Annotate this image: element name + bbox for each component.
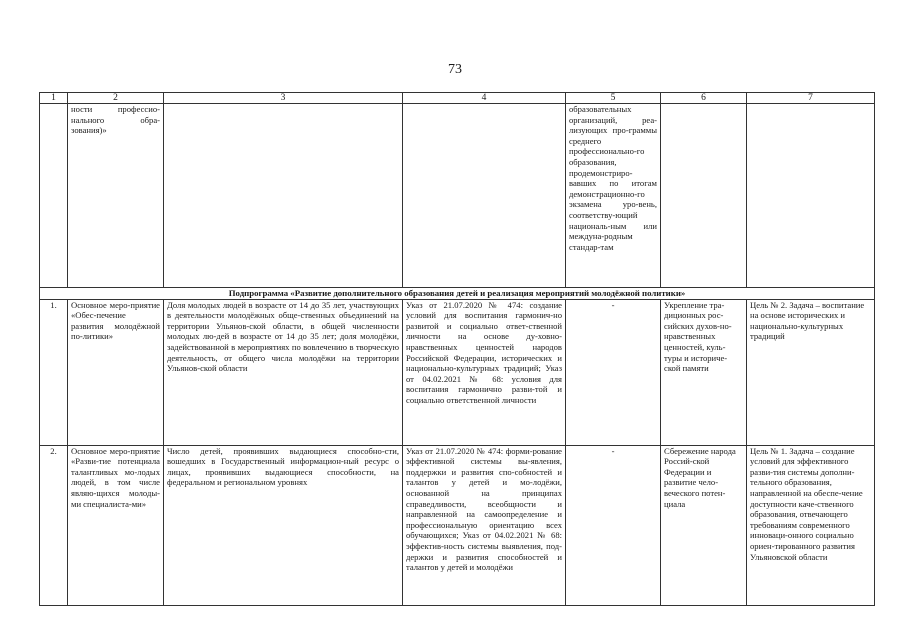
row-indicator: Доля молодых людей в возрасте от 14 до 35 лет, участвующих в деятельности молодёжных обще-ственных объединений на территории Ульянов-ской области, в общей численности молодых лю-дей в возрасте от 14 до 35 лет; доля молодёжи, задействованной в мероприятиях по вовлечению в творческую деятельность, от общего числа молодёжи на территории Ульянов-ской области bbox=[164, 299, 403, 445]
row-decree: Указ от 21.07.2020 № 474: создание условий для воспитания гармонич-но развитой и социально ответ-ственной личности на основе ду-ховно-нравственных ценностей народов Российской Федерации, исторических и национально-культурных традиций; Указ от 04.02.2021 № 68: условия для воспитания гармонично разви-той и социально ответственной личности bbox=[403, 299, 566, 445]
table-row bbox=[40, 299, 875, 445]
column-number-6: 6 bbox=[661, 93, 747, 104]
subprogram-title: Подпрограмма «Развитие дополнительного образования детей и реализация мероприятий молодёжной политики» bbox=[40, 288, 875, 300]
row-event: Основное меро-приятие «Обес-печение развития молодёжной по-литики» bbox=[68, 299, 164, 445]
page-number: 73 bbox=[448, 62, 462, 77]
row-col5: - bbox=[566, 299, 661, 445]
row-goal: Цель № 1. Задача – создание условий для эффективного разви-тия системы дополни-тельного образования, направленной на обеспе-чение доступности каче-ственного образования, отвечающего требованиям современного инноваци-онного социально ориен-тированного развития Ульяновской области bbox=[747, 445, 875, 605]
column-number-4: 4 bbox=[403, 93, 566, 104]
row-national: Укрепление тра-диционных рос-сийских духов-но-нравственных ценностей, куль-туры и историче-ской памяти bbox=[661, 299, 747, 445]
programme-table bbox=[39, 92, 875, 606]
row-number: 2. bbox=[40, 445, 68, 605]
row-goal: Цель № 2. Задача – воспитание на основе исторических и национально-культурных традиций bbox=[747, 299, 875, 445]
column-number-2: 2 bbox=[68, 93, 164, 104]
column-number-row bbox=[40, 93, 875, 104]
cell-national bbox=[661, 104, 747, 288]
cell-decree bbox=[403, 104, 566, 288]
row-event: Основное меро-приятие «Разви-тие потенциала талантливых мо-лодых людей, в том числе являю-щихся молоды-ми специалиста-ми» bbox=[68, 445, 164, 605]
subprogram-row bbox=[40, 288, 875, 300]
continuation-row bbox=[40, 104, 875, 288]
table-row bbox=[40, 445, 875, 605]
column-number-7: 7 bbox=[747, 93, 875, 104]
row-indicator: Число детей, проявивших выдающиеся способно-сти, вошедших в Государственный информацион-ный ресурс о лицах, проявивших выдающиеся способности, на федеральном и региональном уровнях bbox=[164, 445, 403, 605]
column-number-3: 3 bbox=[164, 93, 403, 104]
row-national: Сбережение народа Россий-ской Федерации и развитие чело-веческого потен-циала bbox=[661, 445, 747, 605]
row-number: 1. bbox=[40, 299, 68, 445]
column-number-5: 5 bbox=[566, 93, 661, 104]
cell-col5: образовательных организаций, реа-лизующих про-граммы среднего профессионально-го образования, продемонстриро-вавших по итогам демонстрационно-го экзамена уро-вень, соответству-ющий националь-ным или междуна-родным стандар-там bbox=[566, 104, 661, 288]
cell-goal bbox=[747, 104, 875, 288]
cell-event: ности профессио-нального обра-зования)» bbox=[68, 104, 164, 288]
row-decree: Указ от 21.07.2020 № 474: форми-рование эффективной системы вы-явления, поддержки и развития спо-собностей и талантов у детей и мо-лодёжи, основанной на принципах справедливости, всеобщности и направленной на самоопределение и профессиональную ориентацию всех обучающихся; Указ от 04.02.2021 № 68: эффектив-ность системы выявления, под-держки и развития способностей и талантов у детей и молодёжи bbox=[403, 445, 566, 605]
cell-indicator bbox=[164, 104, 403, 288]
cell-num bbox=[40, 104, 68, 288]
column-number-1: 1 bbox=[40, 93, 68, 104]
row-col5: - bbox=[566, 445, 661, 605]
